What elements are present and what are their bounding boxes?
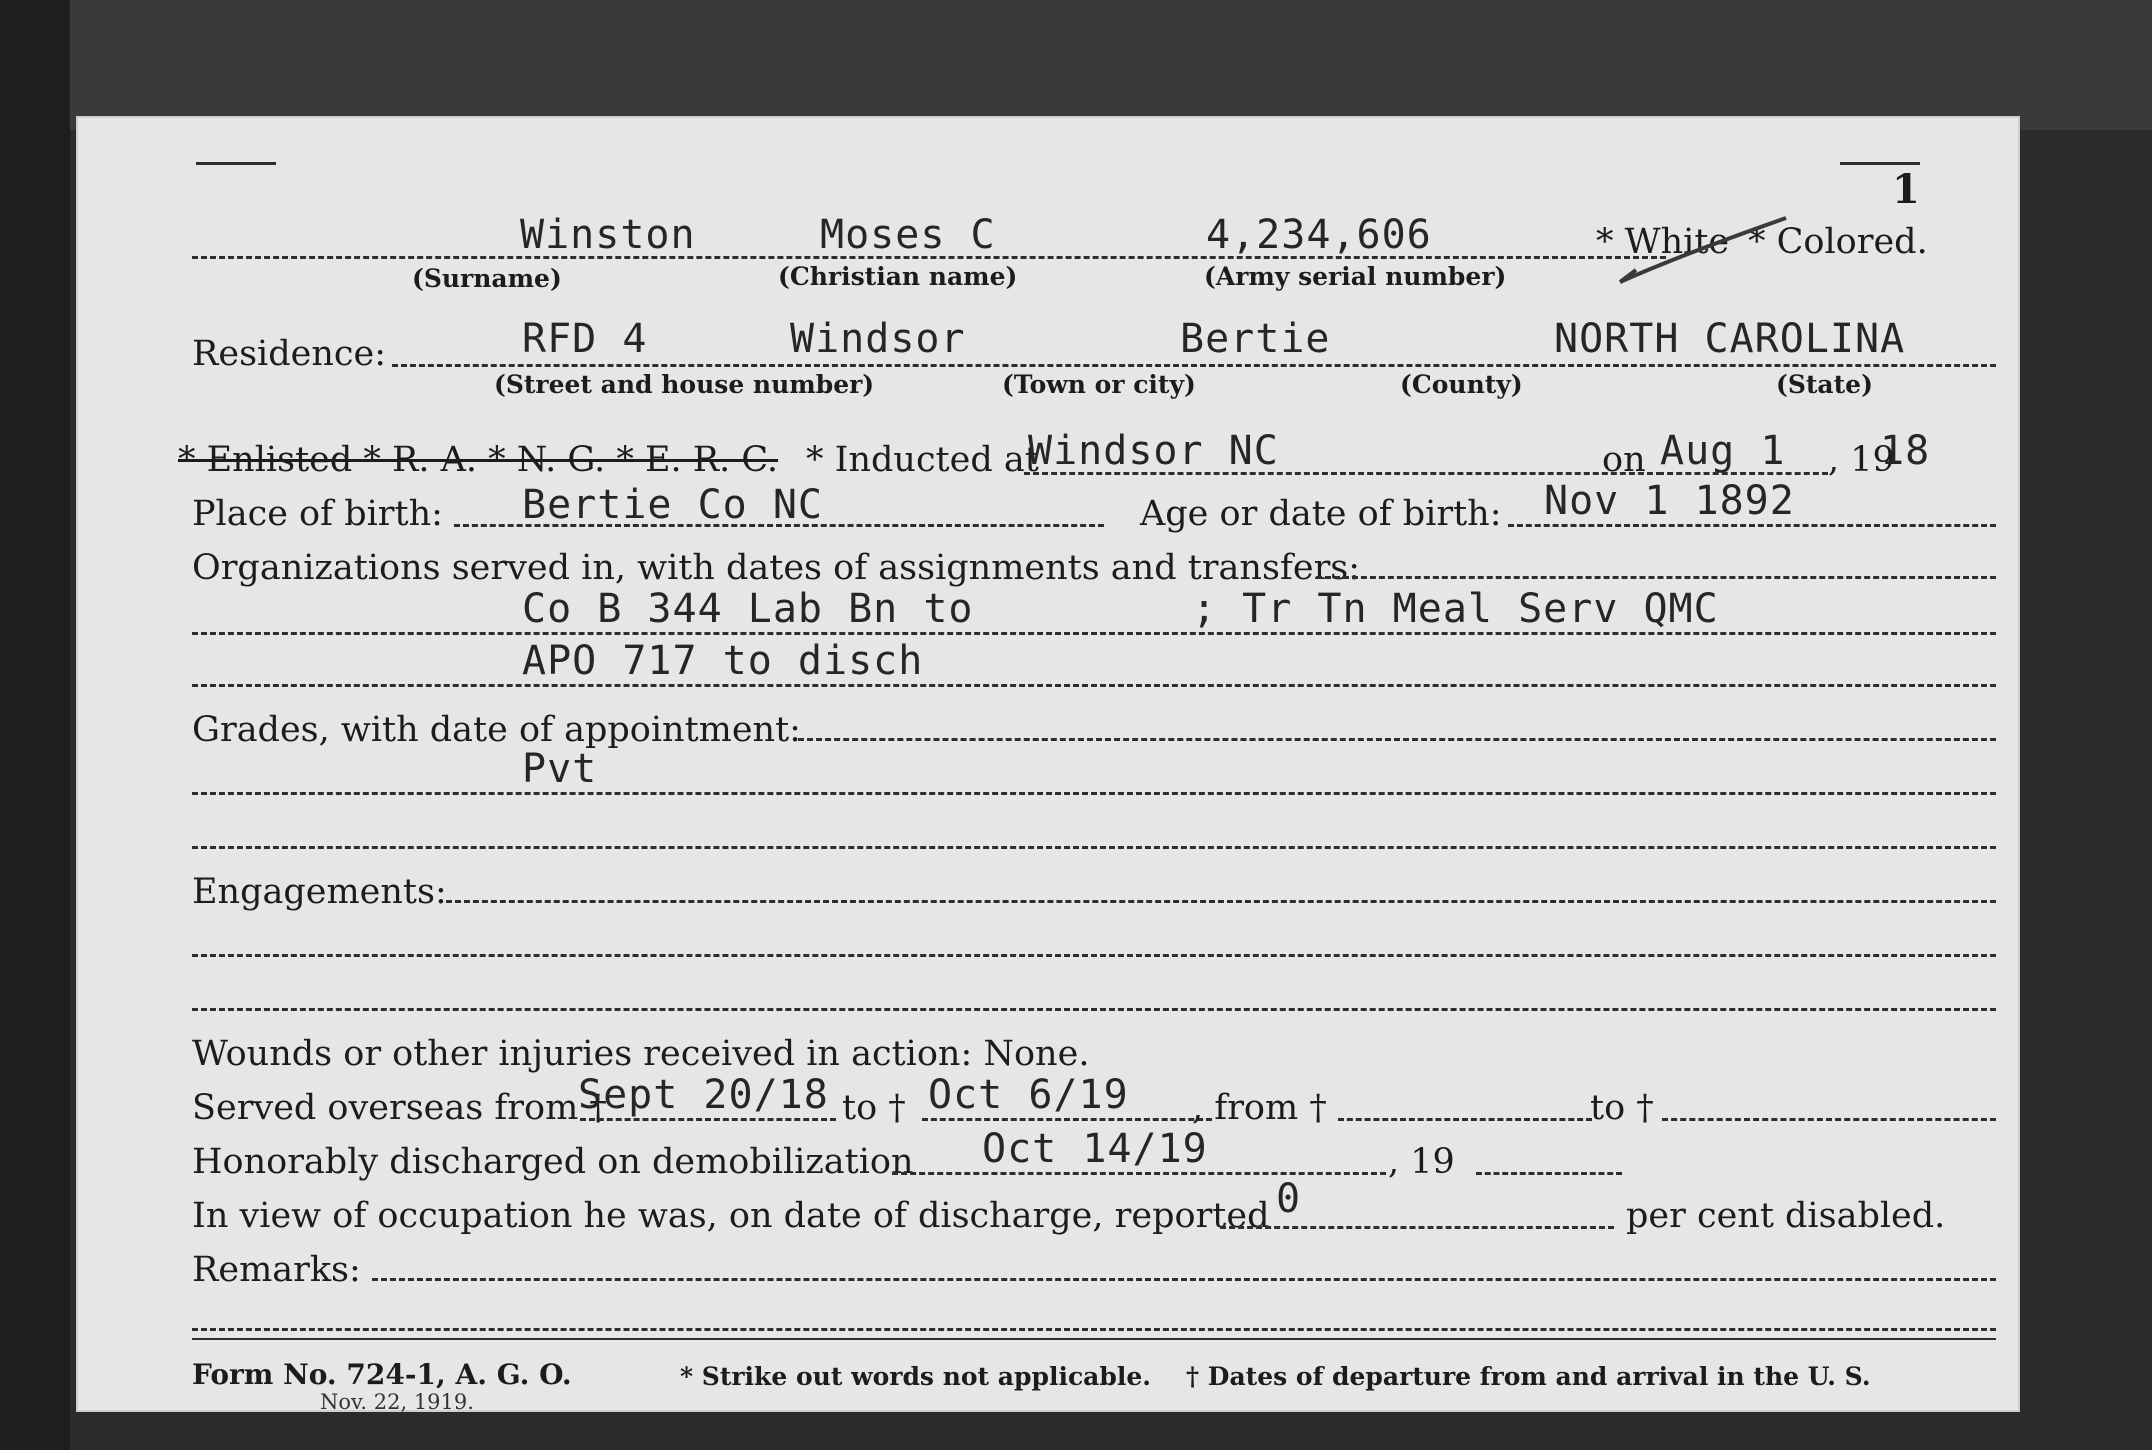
grades-value: Pvt (522, 746, 598, 792)
date-of-birth-value: Nov 1 1892 (1544, 478, 1795, 524)
card-number: 1 (1892, 166, 1920, 213)
state-caption: (State) (1776, 370, 1873, 399)
place-of-birth-label: Place of birth: (192, 494, 443, 534)
organizations-rule-2 (192, 632, 1996, 635)
engagements-label: Engagements: (192, 872, 447, 912)
service-record-card (76, 116, 2020, 1412)
overseas-from-rule (580, 1118, 836, 1121)
discharge-year-rule (1476, 1172, 1622, 1175)
disability-rule (1220, 1226, 1614, 1229)
inducted-place-value: Windsor NC (1028, 428, 1279, 474)
remarks-rule-3 (192, 1338, 1996, 1340)
discharge-rule (892, 1172, 1386, 1175)
surname-caption: (Surname) (412, 264, 562, 293)
residence-state-value: NORTH CAROLINA (1554, 316, 1906, 362)
organizations-line1-a: Co B 344 Lab Bn to (522, 586, 974, 632)
grades-rule-3 (192, 846, 1996, 849)
overseas-to2-rule (1662, 1118, 1996, 1121)
christian-name-caption: (Christian name) (778, 262, 1018, 291)
on-label: on (1602, 440, 1646, 480)
overseas-to-rule (922, 1118, 1212, 1121)
form-date: Nov. 22, 1919. (320, 1390, 474, 1414)
place-of-birth-value: Bertie Co NC (522, 482, 823, 528)
scan-background-left (0, 0, 70, 1450)
year-prefix: , 19 (1828, 440, 1895, 480)
race-colored-label: * Colored. (1748, 222, 1928, 262)
engagements-rule-1 (446, 900, 1996, 903)
strikeout-mark (1616, 210, 1796, 290)
inducted-date-value: Aug 1 (1660, 428, 1786, 474)
overseas-from2-rule (1338, 1118, 1592, 1121)
residence-rule (392, 364, 1996, 367)
disability-value: 0 (1276, 1176, 1302, 1222)
inducted-label: * Inducted at (806, 440, 1039, 480)
corner-rule-right (1840, 162, 1920, 165)
form-number: Form No. 724-1, A. G. O. (192, 1358, 572, 1391)
overseas-to2-label: to † (1590, 1088, 1654, 1128)
christian-name-value: Moses C (820, 212, 996, 258)
grades-label: Grades, with date of appointment: (192, 710, 801, 750)
strike-note: * Strike out words not applicable. (680, 1362, 1151, 1391)
remarks-label: Remarks: (192, 1250, 361, 1290)
residence-label: Residence: (192, 334, 386, 374)
residence-town-value: Windsor (790, 316, 966, 362)
county-caption: (County) (1400, 370, 1523, 399)
disability-label: In view of occupation he was, on date of discharge, reported (192, 1196, 1270, 1236)
organizations-rule-1 (1316, 576, 1996, 579)
town-caption: (Town or city) (1002, 370, 1196, 399)
street-caption: (Street and house number) (494, 370, 875, 399)
engagements-rule-3 (192, 1008, 1996, 1011)
remarks-rule-2 (192, 1328, 1996, 1331)
organizations-rule-3 (192, 684, 1996, 687)
residence-county-value: Bertie (1180, 316, 1331, 362)
discharge-year-label: , 19 (1388, 1142, 1455, 1182)
army-serial-caption: (Army serial number) (1204, 262, 1507, 291)
organizations-line1-b: ; Tr Tn Meal Serv QMC (1192, 586, 1719, 632)
organizations-label: Organizations served in, with dates of assignments and transfers: (192, 548, 1361, 588)
scan-background-top (0, 0, 2152, 130)
overseas-from2-label: , from † (1192, 1088, 1327, 1128)
grades-rule-1 (798, 738, 1996, 741)
overseas-to-label: to † (842, 1088, 906, 1128)
date-of-birth-label: Age or date of birth: (1140, 494, 1502, 534)
organizations-line2: APO 717 to disch (522, 638, 924, 684)
engagements-rule-2 (192, 954, 1996, 957)
date-of-birth-rule (1508, 524, 1996, 527)
race-white-label: * White (1596, 222, 1730, 262)
surname-value: Winston (520, 212, 696, 258)
army-serial-value: 4,234,606 (1206, 212, 1432, 258)
residence-street-value: RFD 4 (522, 316, 648, 362)
remarks-rule-1 (372, 1278, 1996, 1281)
discharge-label: Honorably discharged on demobilization (192, 1142, 914, 1182)
grades-rule-2 (192, 792, 1996, 795)
enlistment-options: * Enlisted * R. A. * N. G. * E. R. C. (178, 440, 779, 480)
overseas-from-value: Sept 20/18 (578, 1072, 829, 1118)
overseas-to-value: Oct 6/19 (928, 1072, 1129, 1118)
dates-note: † Dates of departure from and arrival in the U. S. (1186, 1362, 1871, 1391)
wounds-label: Wounds or other injuries received in action: None. (192, 1034, 1090, 1074)
disability-suffix: per cent disabled. (1626, 1196, 1946, 1236)
year-suffix: 18 (1880, 428, 1931, 474)
overseas-label: Served overseas from † (192, 1088, 607, 1128)
discharge-date-value: Oct 14/19 (982, 1126, 1208, 1172)
corner-rule-left (196, 162, 276, 165)
